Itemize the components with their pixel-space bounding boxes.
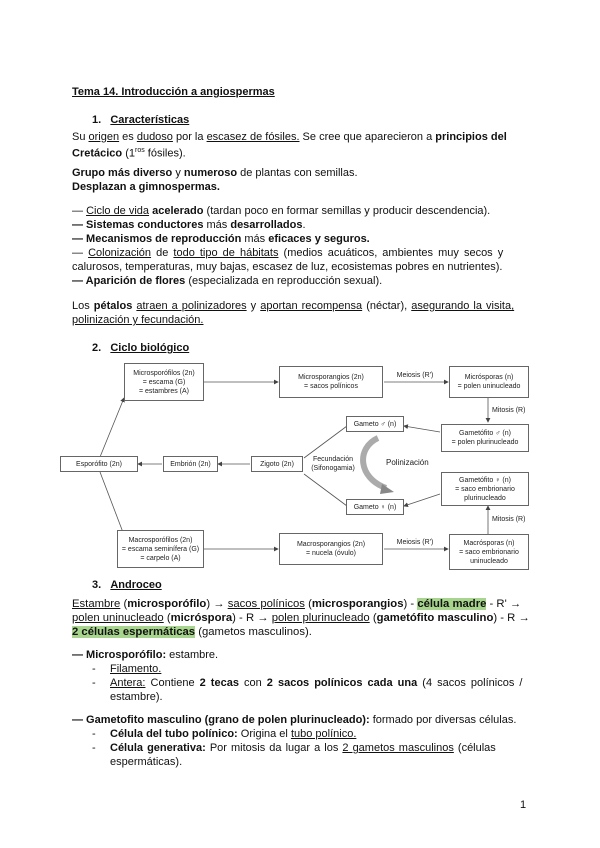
section-2-heading bbox=[92, 341, 189, 355]
life-cycle-diagram bbox=[60, 360, 530, 575]
s1-list-item-3: — Mecanismos de reproducción más eficaces y seguros. bbox=[72, 233, 370, 245]
s1-paragraph-1-line-1: Su origen es dudoso por la escasez de fósiles. Se cree que aparecieron a principios del bbox=[72, 131, 507, 143]
s1-paragraph-3-line-1: Los pétalos atraen a polinizadores y aportan recompensa (néctar), asegurando la visita, bbox=[72, 300, 515, 312]
s1-list-item-5: — Aparición de flores (especializada en reproducción sexual). bbox=[72, 275, 383, 287]
arrow-gametofito-f-gameto-f bbox=[404, 494, 440, 506]
section-2-number: 2. bbox=[92, 342, 102, 354]
box-macrosporas: Macrósporas (n) = saco embrionario uninucleado bbox=[449, 534, 529, 570]
s3-paragraph-line-1: Estambre (microsporófilo) → sacos polínicos (microsporangios) - célula madre - R' → bbox=[72, 598, 522, 610]
s1-list-item-1: — Ciclo de vida acelerado (tardan poco en formar semillas y producir descendencia). bbox=[72, 205, 491, 217]
s1-paragraph-3-line-2: polinización y fecundación. bbox=[72, 314, 204, 326]
microsporofilo-bullet-1-dash: - bbox=[92, 663, 96, 675]
box-macrosporangios: Macrosporangios (2n) = nucela (óvulo) bbox=[279, 533, 383, 565]
box-esporofito: Esporófito (2n) bbox=[60, 456, 138, 472]
label-mitosis-bottom: Mitosis (R) bbox=[492, 516, 526, 523]
microsporofilo-bullet-1: Filamento. bbox=[110, 663, 162, 675]
box-embrion: Embrión (2n) bbox=[163, 456, 218, 472]
section-3-heading bbox=[92, 578, 162, 592]
label-meiosis-bottom: Meiosis (R') bbox=[396, 539, 434, 546]
section-3-title: Androceo bbox=[110, 579, 162, 591]
s3-paragraph-line-3: 2 células espermáticas (gametos masculinos). bbox=[72, 626, 312, 638]
s1-paragraph-2-line-2: Desplazan a gimnospermas. bbox=[72, 181, 220, 193]
arrow-polinizacion-head bbox=[380, 484, 394, 494]
box-microsporas: Micrósporas (n) = polen uninucleado bbox=[449, 366, 529, 398]
s1-list-item-4-line-1: — Colonización de todo tipo de hábitats (medios acuáticos, ambientes muy secos y bbox=[72, 247, 504, 259]
microsporofilo-bullet-2-line-2: estambre). bbox=[110, 691, 163, 703]
section-1-title: Características bbox=[110, 114, 190, 126]
microsporofilo-heading: — Microsporófilo: estambre. bbox=[72, 649, 219, 661]
s1-list-item-2: — Sistemas conductores más desarrollados. bbox=[72, 219, 306, 231]
microsporofilo-bullet-2-dash: - bbox=[92, 677, 96, 689]
microsporofilo-bullet-2-line-1: Antera: Contiene 2 tecas con 2 sacos polínicos cada una (4 sacos polínicos / bbox=[110, 677, 523, 689]
section-1-heading bbox=[92, 113, 189, 127]
line-gameto-f-fecundacion bbox=[304, 474, 347, 506]
s3-paragraph-line-2: polen uninucleado (micróspora) - R → polen plurinucleado (gametófito masculino) - R → bbox=[72, 612, 530, 624]
arrow-esporofito-microsporofilos bbox=[100, 398, 124, 457]
gametofito-bullet-1-dash: - bbox=[92, 728, 96, 740]
section-1-number: 1. bbox=[92, 114, 102, 126]
page-title: Tema 14. Introducción a angiospermas bbox=[72, 86, 275, 98]
line-gameto-m-fecundacion bbox=[304, 426, 347, 458]
section-2-title: Ciclo biológico bbox=[110, 342, 190, 354]
s1-list-item-4-line-2: calurosos, temperaturas, muy bajas, escasez de luz, ecosistemas pobres en nutrientes). bbox=[72, 261, 503, 273]
box-gametofito-masculino: Gametófito ♂ (n) = polen plurinucleado bbox=[441, 424, 529, 452]
box-gameto-masculino: Gameto ♂ (n) bbox=[346, 416, 404, 432]
label-mitosis-top: Mitosis (R) bbox=[492, 407, 526, 414]
arrow-esporofito-macrosporofilos bbox=[100, 472, 124, 535]
arrow-polinizacion bbox=[363, 438, 386, 488]
box-gameto-femenino: Gameto ♀ (n) bbox=[346, 499, 404, 515]
s1-paragraph-2-line-1: Grupo más diverso y numeroso de plantas con semillas. bbox=[72, 167, 358, 179]
label-polinizacion: Polinización bbox=[386, 458, 429, 467]
box-macrosporofilos: Macrosporófilos (2n) = escama seminífera (G) = carpelo (A) bbox=[117, 530, 204, 568]
section-3-number: 3. bbox=[92, 579, 102, 591]
box-microsporangios: Microsporangios (2n) = sacos polínicos bbox=[279, 366, 383, 398]
gametofito-bullet-2-dash: - bbox=[92, 742, 96, 754]
label-fecundacion: Fecundación (Sifonogamia) bbox=[311, 456, 355, 472]
s1-paragraph-1-line-2: Cretácico ($1^{ros}$ fósiles). bbox=[72, 147, 186, 160]
box-zigoto: Zigoto (2n) bbox=[251, 456, 303, 472]
arrow-gametofito-m-gameto-m bbox=[404, 426, 440, 432]
page-number: 1 bbox=[520, 799, 527, 811]
gametofito-bullet-1: Célula del tubo polínico: Origina el tubo polínico. bbox=[110, 728, 357, 740]
box-gametofito-femenino: Gametófito ♀ (n) = saco embrionario plurinucleado bbox=[441, 472, 529, 506]
gametofito-bullet-2-line-2: espermáticas). bbox=[110, 756, 183, 768]
gametofito-bullet-2-line-1: Célula generativa: Por mitosis da lugar a los 2 gametos masculinos (células bbox=[110, 742, 496, 754]
box-microsporofilos: Microsporófilos (2n) = escama (G) = estambres (A) bbox=[124, 363, 204, 401]
gametofito-heading: — Gametofito masculino (grano de polen plurinucleado): formado por diversas células. bbox=[72, 714, 517, 726]
label-meiosis-top: Meiosis (R') bbox=[396, 372, 434, 379]
